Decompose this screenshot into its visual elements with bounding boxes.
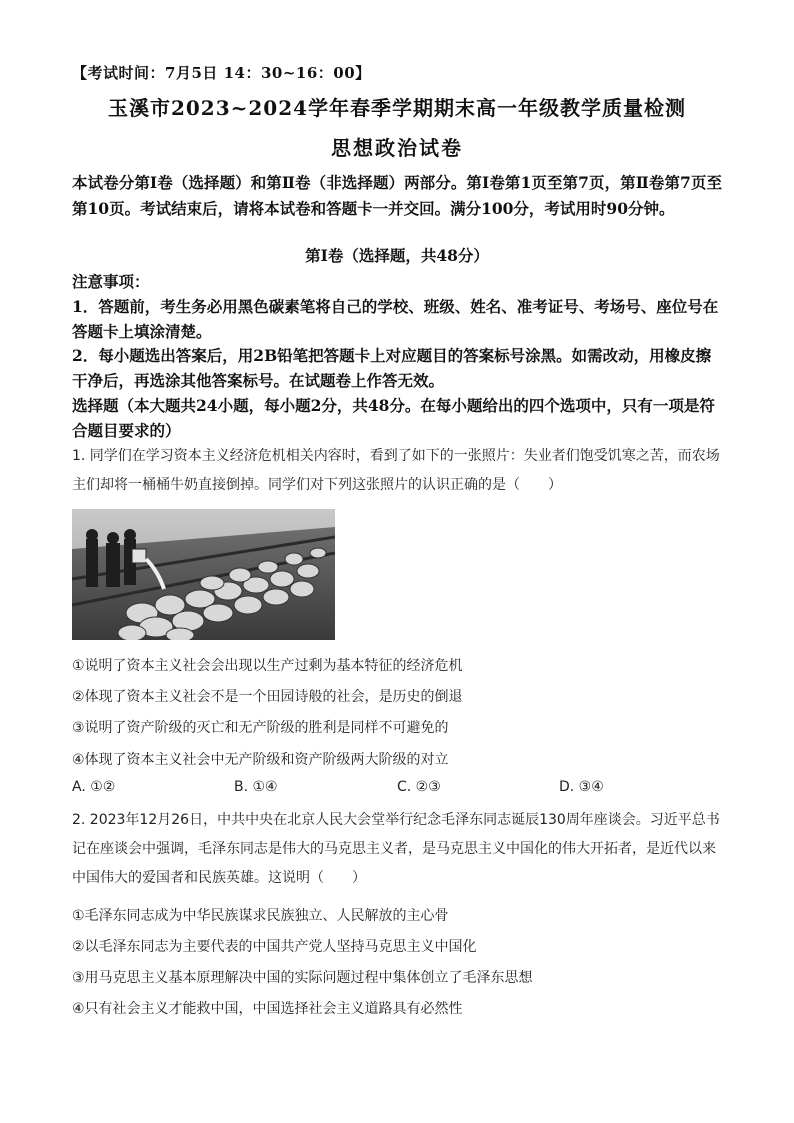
question-1-photo [72, 509, 335, 640]
exam-time: 【考试时间：7月5日 14：30~16：00】 [72, 64, 371, 82]
notice-item-1: 1．答题前，考生务必用黑色碳素笔将自己的学校、班级、姓名、准考证号、考场号、座位号在答题卡上填涂清楚。 [72, 297, 719, 341]
question-1-option-2: ②体现了资本主义社会不是一个田园诗般的社会，是历史的倒退 [72, 689, 463, 705]
question-2-option-1: ①毛泽东同志成为中华民族谋求民族独立、人民解放的主心骨 [72, 908, 449, 924]
section-title: 第Ⅰ卷（选择题，共48分） [305, 246, 489, 265]
question-1-choice-b: B. ①④ [234, 779, 278, 795]
question-1-option-1: ①说明了资本主义社会会出现以生产过剩为基本特征的经济危机 [72, 658, 463, 674]
multiple-choice-heading: 选择题（本大题共24小题，每小题2分，共48分。在每小题给出的四个选项中，只有一项是符合题目要求的） [72, 396, 715, 440]
page-subtitle: 思想政治试卷 [331, 136, 463, 160]
notice-item-2: 2．每小题选出答案后，用2B铅笔把答题卡上对应题目的答案标号涂黑。如需改动，用橡皮擦干净后，再选涂其他答案标号。在试题卷上作答无效。 [72, 346, 712, 390]
question-1-option-4: ④体现了资本主义社会中无产阶级和资产阶级两大阶级的对立 [72, 752, 449, 768]
question-1-option-3: ③说明了资产阶级的灭亡和无产阶级的胜利是同样不可避免的 [72, 720, 449, 736]
notice-heading: 注意事项： [72, 272, 150, 291]
question-1-choice-d: D. ③④ [559, 779, 604, 795]
page-title: 玉溪市2023~2024学年春季学期期末高一年级教学质量检测 [107, 96, 687, 120]
intro-paragraph: 本试卷分第Ⅰ卷（选择题）和第Ⅱ卷（非选择题）两部分。第Ⅰ卷第1页至第7页，第Ⅱ卷第7页至第10页。考试结束后，请将本试卷和答题卡一并交回。满分100分，考试用时90分钟。 [72, 173, 722, 218]
question-1-choice-c: C. ②③ [397, 779, 441, 795]
question-1-stem: 1. 同学们在学习资本主义经济危机相关内容时，看到了如下的一张照片：失业者们饱受饥寒之苦，而农场主们却将一桶桶牛奶直接倒掉。同学们对下列这张照片的认识正确的是（ ） [72, 448, 720, 493]
question-1-choice-a: A. ①② [72, 779, 116, 795]
question-2-option-3: ③用马克思主义基本原理解决中国的实际问题过程中集体创立了毛泽东思想 [72, 970, 533, 986]
question-2-stem: 2. 2023年12月26日，中共中央在北京人民大会堂举行纪念毛泽东同志诞辰130周年座谈会。习近平总书记在座谈会中强调，毛泽东同志是伟大的马克思主义者，是马克思主义中国化的伟大开拓者，是近代以来中国伟大的爱国者和民族英雄。这说明（ ） [72, 812, 720, 886]
milk-dumping-photo-illustration [72, 509, 335, 640]
question-2-option-4: ④只有社会主义才能救中国，中国选择社会主义道路具有必然性 [72, 1001, 463, 1017]
question-2-option-2: ②以毛泽东同志为主要代表的中国共产党人坚持马克思主义中国化 [72, 939, 477, 955]
